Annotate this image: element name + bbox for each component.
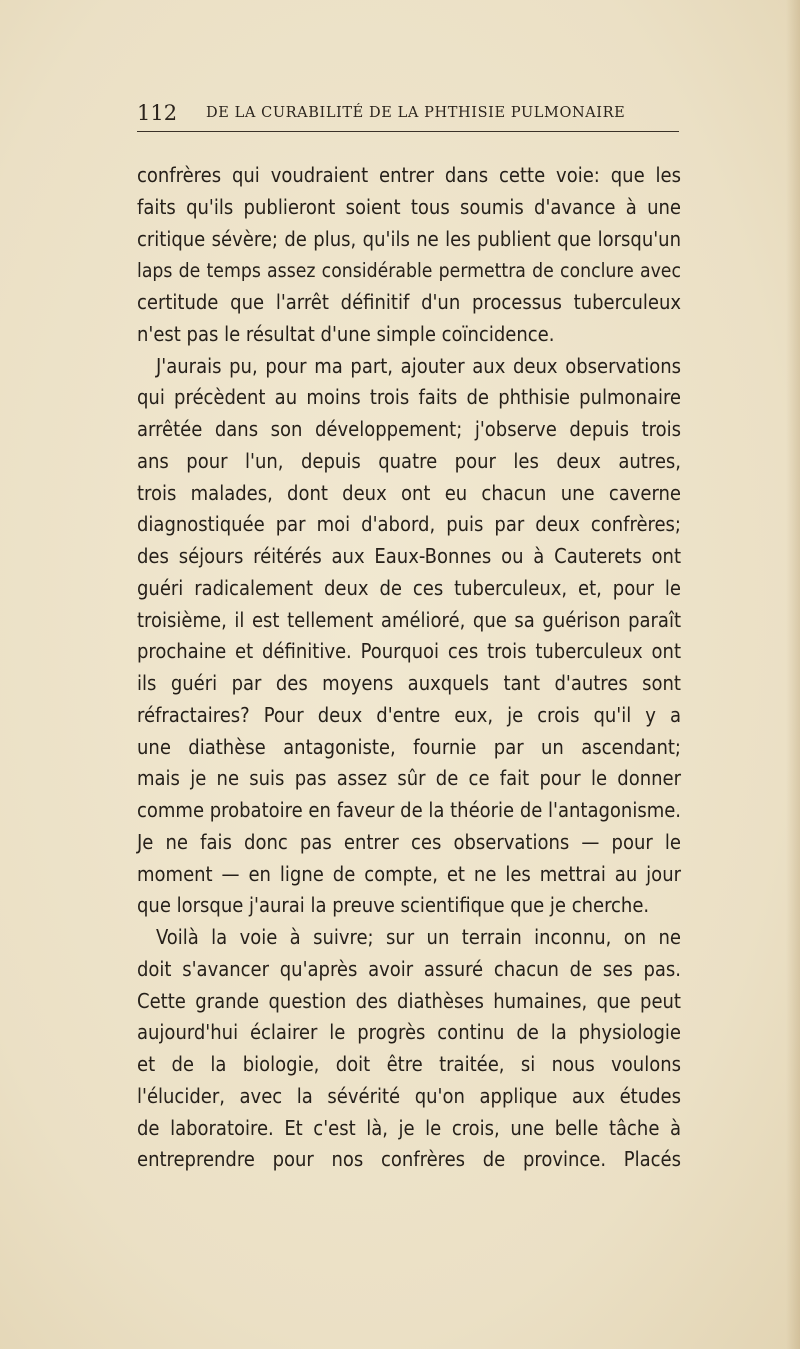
text-line: ans pour l'un, depuis quatre pour les deux autres, xyxy=(137,448,681,473)
text-line: faits qu'ils publieront soient tous soumis d'avance à une xyxy=(137,194,681,219)
text-line: et de la biologie, doit être traitée, si nous voulons xyxy=(137,1052,681,1076)
text-line: qui précèdent au moins trois faits de phthisie pulmonaire xyxy=(137,385,681,410)
text-line: prochaine et définitive. Pourquoi ces trois tuberculeux ont xyxy=(137,639,681,664)
header-rule xyxy=(137,131,679,132)
text-line: Je ne fais donc pas entrer ces observations — pour le xyxy=(137,829,681,854)
text-line: réfractaires? Pour deux d'entre eux, je crois qu'il y a xyxy=(137,702,681,727)
running-head: DE LA CURABILITÉ DE LA PHTHISIE PULMONAIRE xyxy=(206,105,626,121)
text-line: troisième, il est tellement amélioré, que sa guérison paraît xyxy=(137,607,681,632)
text-line: entreprendre pour nos confrères de province. Placés xyxy=(137,1147,681,1172)
text-line: doit s'avancer qu'après avoir assuré chacun de ses pas. xyxy=(137,956,681,981)
page-header xyxy=(137,101,679,131)
text-line: ils guéri par des moyens auxquels tant d'autres sont xyxy=(137,671,681,695)
text-line: Voilà la voie à suivre; sur un terrain inconnu, on ne xyxy=(156,925,681,949)
text-line: arrêtée dans son développement; j'observe depuis trois xyxy=(137,417,681,441)
text-line: laps de temps assez considérable permettra de conclure avec xyxy=(137,259,681,283)
text-line: n'est pas le résultat d'une simple coïncidence. xyxy=(137,321,555,346)
text-line: mais je ne suis pas assez sûr de ce fait pour le donner xyxy=(137,766,681,791)
text-line: aujourd'hui éclairer le progrès continu de la physiologie xyxy=(137,1020,681,1045)
text-line: J'aurais pu, pour ma part, ajouter aux deux observations xyxy=(156,353,681,378)
text-line: de laboratoire. Et c'est là, je le crois, une belle tâche à xyxy=(137,1115,681,1140)
text-line: trois malades, dont deux ont eu chacun une caverne xyxy=(137,480,681,505)
page-edge-shadow xyxy=(786,0,800,1349)
text-line: critique sévère; de plus, qu'ils ne les publient que lorsqu'un xyxy=(137,226,681,251)
text-line: que lorsque j'aurai la preuve scientifique que je cherche. xyxy=(137,893,650,918)
text-line: certitude que l'arrêt définitif d'un processus tuberculeux xyxy=(137,290,681,314)
text-line: une diathèse antagoniste, fournie par un ascendant; xyxy=(137,734,681,759)
text-line: confrères qui voudraient entrer dans cette voie: que les xyxy=(137,163,681,187)
text-line: moment — en ligne de compte, et ne les mettrai au jour xyxy=(137,861,681,886)
page-number: 112 xyxy=(137,101,178,125)
text-line: des séjours réitérés aux Eaux-Bonnes ou à Cauterets ont xyxy=(137,544,681,568)
text-line: l'élucider, avec la sévérité qu'on applique aux études xyxy=(137,1083,681,1108)
text-line: guéri radicalement deux de ces tuberculeux, et, pour le xyxy=(137,575,681,600)
text-line: diagnostiquée par moi d'abord, puis par deux confrères; xyxy=(137,512,681,537)
body-text xyxy=(137,160,681,1176)
text-line: comme probatoire en faveur de la théorie de l'antagonisme. xyxy=(137,798,682,822)
text-line: Cette grande question des diathèses humaines, que peut xyxy=(137,988,681,1013)
